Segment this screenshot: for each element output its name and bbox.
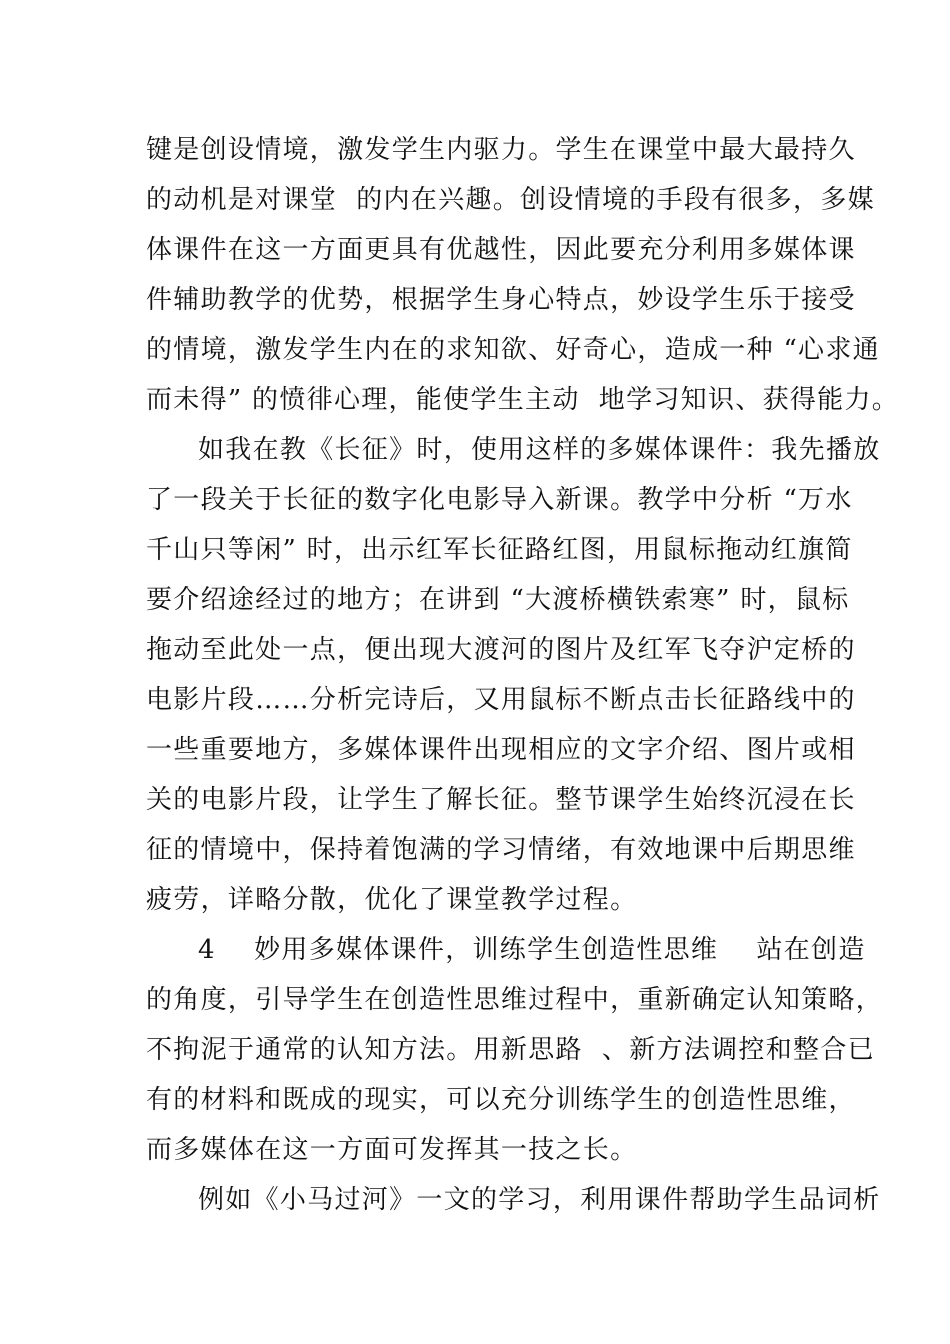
text-line: 征的情境中，保持着饱满的学习情绪，有效地课中后期思维 [146, 835, 856, 865]
text-line: 一些重要地方，多媒体课件出现相应的文字介绍、图片或相 [146, 735, 856, 765]
text-line: 的情境，激发学生内在的求知欲、好奇心，造成一种 “心求通 [146, 335, 880, 365]
text-line: 键是创设情境，激发学生内驱力。学生在课堂中最大最持久 [146, 135, 856, 165]
text-line: 拖动至此处一点，便出现大渡河的图片及红军飞夺沪定桥的 [146, 635, 856, 665]
paragraph-start-line: 例如《小马过河》一文的学习，利用课件帮助学生品词析 [198, 1185, 881, 1215]
text-line: 件辅助教学的优势，根据学生身心特点，妙设学生乐于接受 [146, 285, 856, 315]
text-line: 不拘泥于通常的认知方法。用新思路 、新方法调控和整合已 [146, 1035, 875, 1065]
text-line: 有的材料和既成的现实，可以充分训练学生的创造性思维， [146, 1085, 856, 1115]
text-line: 了一段关于长征的数字化电影导入新课。教学中分析 “万水 [146, 485, 853, 515]
text-line: 的角度，引导学生在创造性思维过程中，重新确定认知策略， [146, 985, 884, 1015]
text-line: 疲劳，详略分散，优化了课堂教学过程。 [146, 885, 638, 915]
paragraph-start-line: 如我在教《长征》时，使用这样的多媒体课件：我先播放 [198, 435, 881, 465]
text-line: 的动机是对课堂 的内在兴趣。创设情境的手段有很多，多媒 [146, 185, 875, 215]
text-line: 而未得” 的愤徘心理，能使学生主动 地学习知识、获得能力。 [146, 385, 900, 415]
text-line: 要介绍途经过的地方；在讲到 “大渡桥横铁索寒” 时，鼠标 [146, 585, 850, 615]
text-line: 体课件在这一方面更具有优越性，因此要充分利用多媒体课 [146, 235, 856, 265]
text-line: 而多媒体在这一方面可发挥其一技之长。 [146, 1135, 638, 1165]
text-line: 电影片段……分析完诗后，又用鼠标不断点击长征路线中的 [146, 685, 856, 715]
section-heading-line: 4 妙用多媒体课件，训练学生创造性思维 站在创造 [198, 935, 866, 965]
text-line: 关的电影片段，让学生了解长征。整节课学生始终沉浸在长 [146, 785, 856, 815]
text-line: 千山只等闲” 时，出示红军长征路红图，用鼠标拖动红旗简 [146, 535, 853, 565]
